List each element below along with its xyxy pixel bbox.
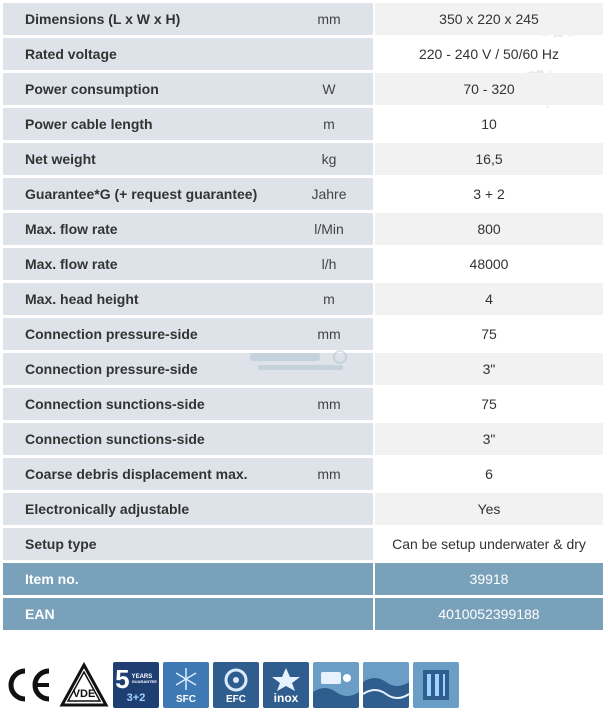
identifier-row	[3, 598, 603, 630]
spec-value: 4	[375, 283, 603, 315]
spec-label-cell	[3, 38, 373, 70]
spec-row	[3, 388, 603, 420]
ce-mark-icon	[3, 662, 55, 708]
spec-unit: l/h	[321, 256, 337, 272]
spec-value: 48000	[375, 248, 603, 280]
spec-value: 16,5	[375, 143, 603, 175]
spec-label: Net weight	[25, 151, 96, 167]
spec-label: Connection sunctions-side	[25, 431, 205, 447]
vde-mark-icon	[59, 662, 109, 708]
spec-label: Max. flow rate	[25, 256, 118, 272]
spec-unit: mm	[317, 396, 341, 412]
spec-row	[3, 143, 603, 175]
sfc-label: SFC	[176, 694, 196, 705]
identifier-row	[3, 563, 603, 595]
spec-row	[3, 178, 603, 210]
spec-row	[3, 493, 603, 525]
spec-row	[3, 108, 603, 140]
spec-unit: mm	[317, 466, 341, 482]
spec-label-cell	[3, 143, 373, 175]
identifier-value: 39918	[375, 563, 603, 595]
spec-label-cell	[3, 248, 373, 280]
spec-label: Connection sunctions-side	[25, 396, 205, 412]
years-combo: 3+2	[126, 692, 146, 704]
spec-value: 3"	[375, 423, 603, 455]
spec-label-cell	[3, 283, 373, 315]
spec-value: 800	[375, 213, 603, 245]
spec-value: 220 - 240 V / 50/60 Hz	[375, 38, 603, 70]
spec-label-cell	[3, 388, 373, 420]
inox-label: inox	[273, 691, 299, 705]
identifier-label: EAN	[25, 606, 55, 622]
identifier-label: Item no.	[25, 571, 79, 587]
spec-row	[3, 528, 603, 560]
years-sub-text: GUARANTEE	[131, 679, 157, 684]
efc-label: EFC	[226, 694, 246, 705]
years-big-number: 5	[115, 664, 130, 694]
spec-unit: mm	[317, 326, 341, 342]
brand-watermark-icon	[240, 345, 350, 385]
spec-unit: mm	[317, 11, 341, 27]
spec-label: Connection pressure-side	[25, 326, 198, 342]
efc-icon	[213, 662, 259, 708]
spec-unit: kg	[321, 151, 337, 167]
spec-value: 350 x 220 x 245	[375, 3, 603, 35]
spec-row	[3, 38, 603, 70]
spec-label-cell	[3, 458, 373, 490]
spec-label: Electronically adjustable	[25, 501, 190, 517]
spec-label-cell	[3, 178, 373, 210]
identifier-label-cell	[3, 598, 373, 630]
spec-label-cell	[3, 73, 373, 105]
spec-value: 10	[375, 108, 603, 140]
spec-label-cell	[3, 493, 373, 525]
underwater-setup-icon	[363, 662, 409, 708]
spec-value: 75	[375, 318, 603, 350]
spec-label-cell	[3, 108, 373, 140]
spec-unit: Jahre	[311, 186, 347, 202]
spec-value: 6	[375, 458, 603, 490]
spec-label: Setup type	[25, 536, 97, 552]
spec-row	[3, 423, 603, 455]
spec-unit: W	[322, 81, 336, 97]
spec-row	[3, 3, 603, 35]
inox-icon	[263, 662, 309, 708]
spec-unit: m	[323, 291, 335, 307]
spec-row	[3, 73, 603, 105]
spec-label: Max. head height	[25, 291, 139, 307]
vde-label: VDE	[72, 688, 96, 700]
spec-value: 3"	[375, 353, 603, 385]
spec-row	[3, 248, 603, 280]
spec-value: 75	[375, 388, 603, 420]
pump-feature-icon	[313, 662, 359, 708]
spec-value: 70 - 320	[375, 73, 603, 105]
spec-label: Coarse debris displacement max.	[25, 466, 248, 482]
spec-label: Guarantee*G (+ request guarantee)	[25, 186, 258, 202]
spec-label-cell	[3, 3, 373, 35]
sfc-icon	[163, 662, 209, 708]
spec-unit: l/Min	[314, 221, 344, 237]
spec-label-cell	[3, 423, 373, 455]
spec-label: Dimensions (L x W x H)	[25, 11, 181, 27]
spec-label: Rated voltage	[25, 46, 117, 62]
spec-label: Power consumption	[25, 81, 159, 97]
spec-label-cell	[3, 528, 373, 560]
five-years-guarantee-icon	[113, 662, 159, 708]
spec-value: Can be setup underwater & dry	[375, 528, 603, 560]
certification-logos	[3, 660, 459, 710]
identifier-label-cell	[3, 563, 373, 595]
spec-row	[3, 283, 603, 315]
spec-value: Yes	[375, 493, 603, 525]
spec-label-cell	[3, 213, 373, 245]
spec-label: Power cable length	[25, 116, 153, 132]
spec-row	[3, 458, 603, 490]
spec-label: Max. flow rate	[25, 221, 118, 237]
identifier-value: 4010052399188	[375, 598, 603, 630]
dry-setup-icon	[413, 662, 459, 708]
spec-unit: m	[323, 116, 335, 132]
spec-value: 3 + 2	[375, 178, 603, 210]
spec-row	[3, 213, 603, 245]
years-text: YEARS	[131, 674, 153, 680]
spec-table	[3, 0, 603, 633]
spec-label: Connection pressure-side	[25, 361, 198, 377]
